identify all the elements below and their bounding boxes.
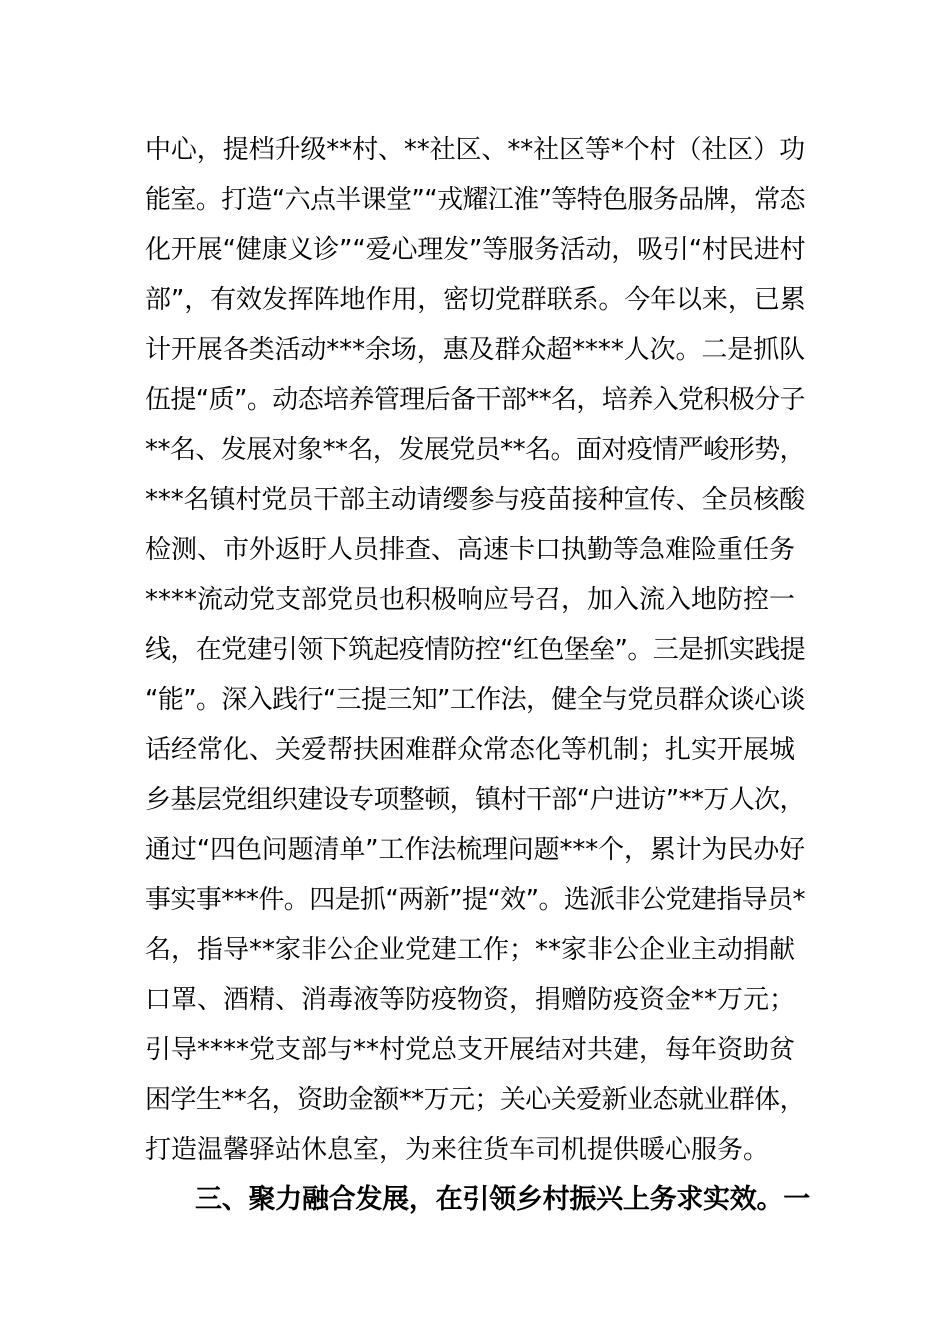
paragraph-line: 通过“四色问题清单”工作法梳理问题***个，累计为民办好 bbox=[145, 835, 805, 865]
paragraph-line: 话经常化、关爱帮扶困难群众常态化等机制；扎实开展城 bbox=[145, 735, 796, 765]
paragraph-line: 困学生**名，资助金额**万元；关心关爱新业态就业群体， bbox=[145, 1085, 806, 1115]
paragraph-line: 部”，有效发挥阵地作用，密切党群联系。今年以来，已累 bbox=[145, 285, 806, 315]
paragraph-line: 线，在党建引领下筑起疫情防控“红色堡垒”。三是抓实践提 bbox=[145, 635, 805, 665]
paragraph-line: 计开展各类活动***余场，惠及群众超****人次。二是抓队 bbox=[145, 335, 806, 365]
paragraph-line: 中心，提档升级**村、**社区、**社区等*个村（社区）功 bbox=[145, 135, 806, 165]
paragraph-line: 伍提“质”。动态培养管理后备干部**名，培养入党积极分子 bbox=[145, 385, 805, 415]
paragraph-line: “能”。深入践行“三提三知”工作法，健全与党员群众谈心谈 bbox=[145, 685, 805, 715]
paragraph-line: 能室。打造“六点半课堂”“戎耀江淮”等特色服务品牌，常态 bbox=[145, 185, 805, 215]
paragraph-line: ****流动党支部党员也积极响应号召，加入流入地防控一 bbox=[145, 585, 796, 615]
paragraph-line: 乡基层党组织建设专项整顿，镇村干部“户进访”**万人次， bbox=[145, 785, 805, 815]
paragraph-line: 打造温馨驿站休息室，为来往货车司机提供暖心服务。 bbox=[145, 1135, 770, 1165]
paragraph-line: 口罩、酒精、消毒液等防疫物资，捐赠防疫资金**万元； bbox=[145, 985, 796, 1015]
paragraph-line: 检测、市外返盱人员排查、高速卡口执勤等急难险重任务 bbox=[145, 535, 796, 565]
paragraph-line: 事实事***件。四是抓“两新”提“效”。选派非公党建指导员* bbox=[145, 885, 805, 915]
paragraph-line: ***名镇村党员干部主动请缨参与疫苗接种宣传、全员核酸 bbox=[145, 485, 806, 515]
paragraph-line: 名，指导**家非公企业党建工作；**家非公企业主动捐献 bbox=[145, 935, 796, 965]
paragraph-line: **名、发展对象**名，发展党员**名。面对疫情严峻形势， bbox=[145, 435, 806, 465]
paragraph-line: 引导****党支部与**村党总支开展结对共建，每年资助贫 bbox=[145, 1035, 796, 1065]
paragraph-line: 化开展“健康义诊”“爱心理发”等服务活动，吸引“村民进村 bbox=[145, 235, 806, 265]
section-heading: 三、聚力融合发展，在引领乡村振兴上务求实效。一 bbox=[195, 1184, 810, 1215]
